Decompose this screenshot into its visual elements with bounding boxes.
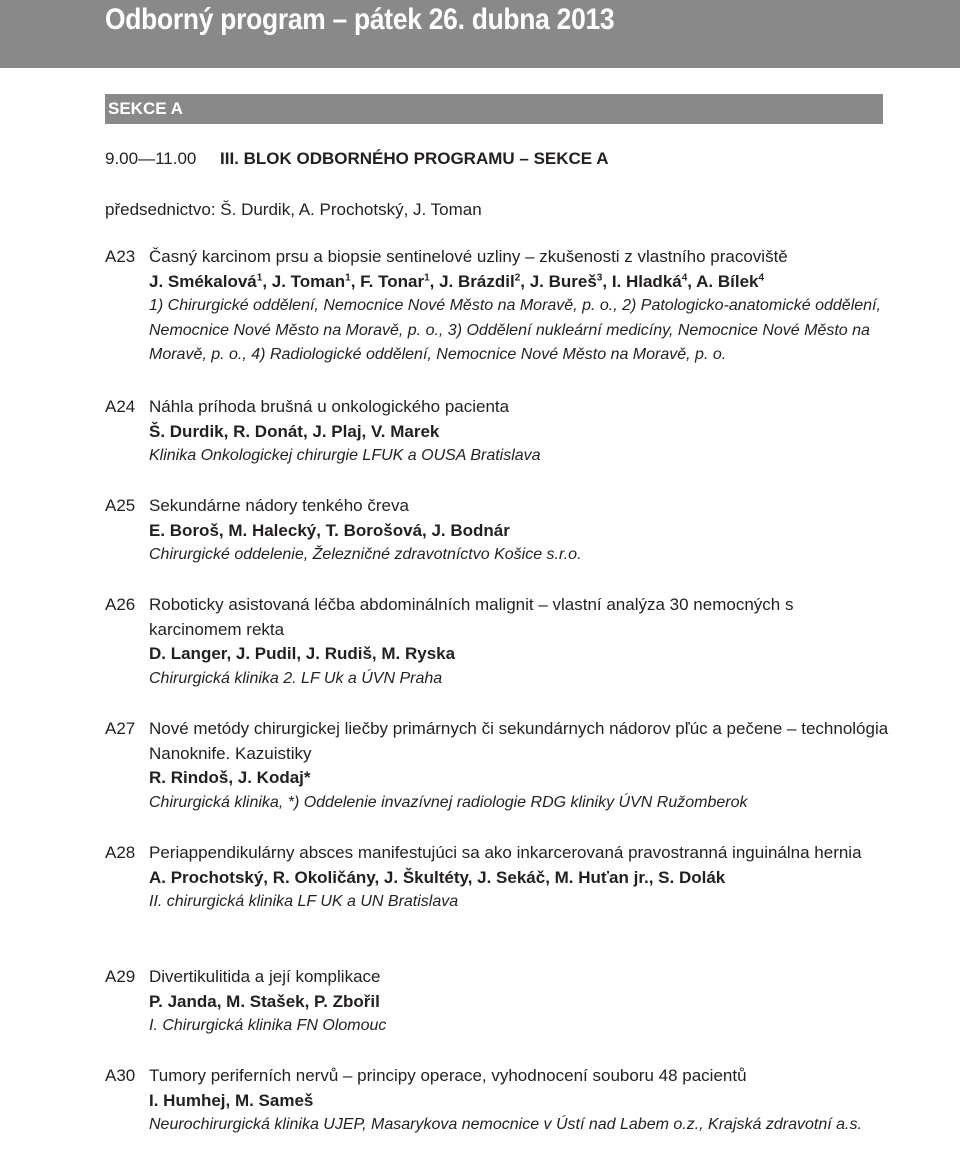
author: J. Bureš [529, 271, 597, 291]
author: J. Brázdil [439, 271, 515, 291]
author-separator: , [350, 271, 361, 291]
entry-affiliation: Chirurgická klinika, *) Oddelenie invazívnej radiologie RDG kliniky ÚVN Ružomberok [149, 793, 748, 811]
entry-title: Roboticky asistovaná léčba abdominálních malignit – vlastní analýza 30 nemocných s karcinomem rekta [149, 595, 794, 639]
author: I. Hladká [611, 271, 682, 291]
author-index: 4 [758, 271, 765, 283]
entry-title: Divertikulitida a její komplikace [149, 967, 381, 986]
entry-authors: R. Rindoš, J. Kodaj* [149, 768, 311, 787]
section-bar [105, 94, 883, 124]
block-time: 9.00—11.00 [105, 149, 197, 168]
entry-title: Periappendikulárny absces manifestujúci sa ako inkarcerovaná pravostranná inguinálna hernia [149, 843, 862, 862]
entry-affiliation: I. Chirurgická klinika FN Olomouc [149, 1017, 387, 1034]
entry-title: Náhla príhoda brušná u onkologického pacienta [149, 397, 510, 416]
author-index: 2 [514, 271, 521, 283]
author-separator: , [262, 271, 272, 291]
entry-code: A28 [105, 843, 136, 862]
author: F. Tonar [360, 271, 425, 291]
entry-title: Sekundárne nádory tenkého čreva [149, 496, 409, 515]
entry-affiliation: 1) Chirurgické oddělení, Nemocnice Nové Město na Moravě, p. o., 2) Patologicko-anatomické oddělení, Nemocnice Nové Město na Moravě, p. o., 3) Oddělení nukleární medicíny, Nemocnice Nové Město na Moravě, p. o., 4) Radiologické oddělení, Nemocnice Nové Město na Moravě, p. o. [149, 297, 881, 363]
entry-authors [149, 270, 889, 295]
author-index: 1 [256, 271, 263, 283]
page-header [0, 0, 960, 68]
page-title: Odborný program – pátek 26. dubna 2013 [105, 3, 615, 36]
author: J. Toman [271, 271, 346, 291]
entry-authors: I. Humhej, M. Sameš [149, 1090, 314, 1110]
entry-affiliation: II. chirurgická klinika LF UK a UN Bratislava [149, 893, 459, 910]
author-separator: , [429, 271, 440, 291]
chairs-line: předsednictvo: Š. Durdik, A. Prochotský, J. Toman [105, 200, 482, 219]
author: J. Smékalová [149, 271, 257, 291]
block-title: III. BLOK ODBORNÉHO PROGRAMU – SEKCE A [220, 149, 609, 168]
entry-code: A27 [105, 719, 136, 738]
entry-authors: E. Boroš, M. Halecký, T. Borošová, J. Bodnár [149, 520, 510, 540]
entry-title: Časný karcinom prsu a biopsie sentinelové uzliny – zkušenosti z vlastního pracoviště [149, 247, 788, 266]
entry-code: A26 [105, 595, 136, 614]
section-label: SEKCE A [108, 99, 183, 118]
entry-code: A24 [105, 397, 136, 416]
author-index: 4 [681, 271, 688, 283]
entry-affiliation: Chirurgické oddelenie, Železničné zdravotníctvo Košice s.r.o. [149, 546, 582, 563]
author: A. Bílek [696, 271, 759, 291]
entry-affiliation: Klinika Onkologickej chirurgie LFUK a OUSA Bratislava [149, 447, 541, 464]
entry-authors: P. Janda, M. Stašek, P. Zbořil [149, 991, 380, 1011]
author-separator: , [602, 271, 612, 291]
entry-title: Tumory periferních nervů – principy operace, vyhodnocení souboru 48 pacientů [149, 1066, 747, 1085]
entry-title: Nové metódy chirurgickej liečby primárnych či sekundárnych nádorov pľúc a pečene – technológia Nanoknife. Kazuistiky [149, 719, 889, 763]
author-index: 3 [596, 271, 603, 283]
entry-code: A25 [105, 496, 136, 515]
entry-code: A29 [105, 967, 136, 986]
entry-authors: Š. Durdik, R. Donát, J. Plaj, V. Marek [149, 421, 440, 441]
entry-authors: D. Langer, J. Pudil, J. Rudiš, M. Ryska [149, 644, 456, 663]
entry-code: A23 [105, 247, 136, 266]
author-index: 1 [345, 271, 351, 283]
author-separator: , [687, 271, 697, 291]
entry-code: A30 [105, 1066, 136, 1085]
entry-authors: A. Prochotský, R. Okoličány, J. Škultéty, J. Sekáč, M. Huťan jr., S. Dolák [149, 867, 726, 887]
author-index: 1 [424, 271, 430, 283]
entry-affiliation: Chirurgická klinika 2. LF Uk a ÚVN Praha [149, 669, 443, 687]
entry-affiliation: Neurochirurgická klinika UJEP, Masarykova nemocnice v Ústí nad Labem o.z., Krajská zdravotní a.s. [149, 1116, 862, 1133]
author-separator: , [520, 271, 530, 291]
